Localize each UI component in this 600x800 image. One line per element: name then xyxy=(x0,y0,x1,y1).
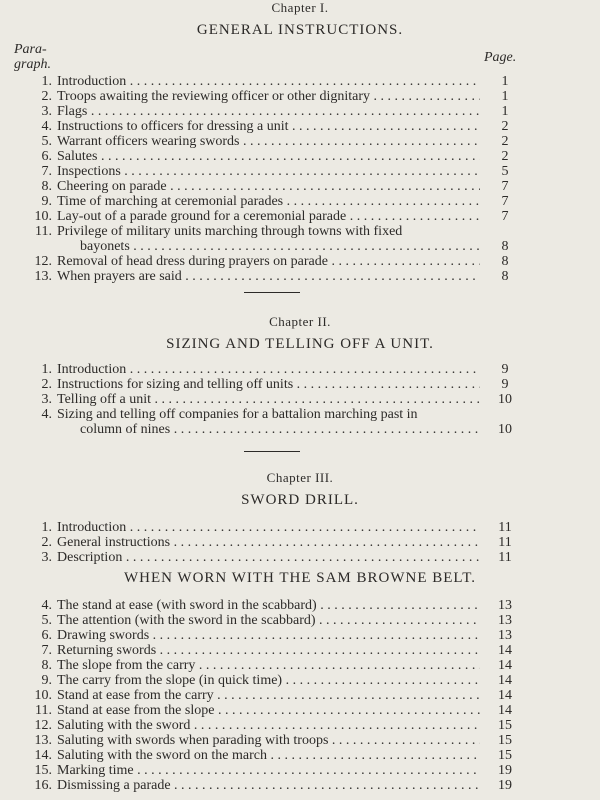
entry-page: 19 xyxy=(498,778,512,793)
toc-entry xyxy=(0,149,600,164)
entry-page: 10 xyxy=(498,422,512,437)
entry-title: General instructions . . . xyxy=(57,535,480,550)
entry-title-continuation: column of nines . . . xyxy=(80,422,480,437)
toc-entry xyxy=(0,598,600,613)
entry-number: 12. xyxy=(34,254,52,269)
entry-number: 15. xyxy=(34,763,52,778)
entry-number: 8. xyxy=(41,179,52,194)
entry-title: Introduction . . . xyxy=(57,520,480,535)
entry-title: Instructions for sizing and telling off units . . . xyxy=(57,377,480,392)
toc-entry xyxy=(0,362,600,377)
entry-number: 1. xyxy=(41,520,52,535)
entry-number: 11. xyxy=(35,703,52,718)
entry-page: 2 xyxy=(501,134,509,149)
subsection-title: WHEN WORN WITH THE SAM BROWNE BELT. xyxy=(123,570,477,586)
toc-entry xyxy=(0,643,600,658)
toc-entry xyxy=(0,254,600,269)
entry-title: Salutes . . . xyxy=(57,149,480,164)
toc-entry xyxy=(0,377,600,392)
entry-number: 4. xyxy=(41,119,52,134)
toc-entry xyxy=(0,658,600,673)
entry-number: 9. xyxy=(41,673,52,688)
toc-entry xyxy=(0,164,600,179)
toc-entry xyxy=(0,269,600,284)
entry-page: 2 xyxy=(501,149,509,164)
toc-entry xyxy=(0,74,600,89)
chapter-3-label: Chapter III. xyxy=(266,470,334,485)
toc-entry xyxy=(0,733,600,748)
entry-page: 14 xyxy=(498,643,512,658)
entry-number: 5. xyxy=(41,134,52,149)
entry-title: Description . . . xyxy=(57,550,480,565)
entry-number: 5. xyxy=(41,613,52,628)
toc-entry xyxy=(0,407,600,422)
toc-entry xyxy=(0,194,600,209)
entry-title: Removal of head dress during prayers on parade . . . xyxy=(57,254,480,269)
entry-number: 11. xyxy=(35,224,52,239)
entry-number: 1. xyxy=(41,74,52,89)
entry-title: The stand at ease (with sword in the scabbard) . . . xyxy=(57,598,480,613)
entry-title: Marking time . . . xyxy=(57,763,480,778)
entry-page: 7 xyxy=(501,209,509,224)
entry-page: 11 xyxy=(498,550,512,565)
entry-title: Flags . . . xyxy=(57,104,480,119)
entry-title: Troops awaiting the reviewing officer or other dignitary . . . xyxy=(57,89,480,104)
toc-entry xyxy=(0,119,600,134)
toc-entry xyxy=(0,179,600,194)
toc-entry xyxy=(0,718,600,733)
entry-number: 13. xyxy=(34,269,52,284)
entry-number: 10. xyxy=(34,688,52,703)
toc-entry xyxy=(0,688,600,703)
chapter-3-title: SWORD DRILL. xyxy=(241,492,359,508)
entry-title: Privilege of military units marching through towns with fixed xyxy=(57,224,403,239)
entry-number: 12. xyxy=(34,718,52,733)
entry-title: Saluting with swords when parading with troops . . . xyxy=(57,733,480,748)
entry-title: Introduction . . . xyxy=(57,362,480,377)
entry-page: 14 xyxy=(498,688,512,703)
chapter-1-title: GENERAL INSTRUCTIONS. xyxy=(196,22,404,38)
entry-title: Returning swords . . . xyxy=(57,643,480,658)
toc-entry xyxy=(0,763,600,778)
entry-title: Inspections . . . xyxy=(57,164,480,179)
entry-title: The attention (with the sword in the scabbard) . . . xyxy=(57,613,480,628)
entry-page: 5 xyxy=(501,164,509,179)
entry-page: 9 xyxy=(501,377,509,392)
entry-number: 3. xyxy=(41,392,52,407)
entry-page: 8 xyxy=(501,269,509,284)
toc-entry-continuation xyxy=(0,422,600,437)
entry-page: 14 xyxy=(498,658,512,673)
toc-entry xyxy=(0,628,600,643)
entry-title: The carry from the slope (in quick time) . . . xyxy=(57,673,480,688)
entry-number: 7. xyxy=(41,643,52,658)
entry-page: 13 xyxy=(498,628,512,643)
entry-number: 7. xyxy=(41,164,52,179)
section-divider xyxy=(244,292,300,293)
entry-number: 6. xyxy=(41,628,52,643)
chapter-1-label: Chapter I. xyxy=(271,0,329,15)
entry-page: 14 xyxy=(498,673,512,688)
toc-entry xyxy=(0,392,600,407)
entry-title: Cheering on parade . . . xyxy=(57,179,480,194)
toc-entry xyxy=(0,778,600,793)
entry-number: 6. xyxy=(41,149,52,164)
toc-entry xyxy=(0,673,600,688)
entry-number: 4. xyxy=(41,407,52,422)
entry-title: Sizing and telling off companies for a battalion marching past in xyxy=(57,407,418,422)
entry-page: 11 xyxy=(498,520,512,535)
chapter-2-label: Chapter II. xyxy=(269,314,331,329)
entry-title: Introduction . . . xyxy=(57,74,480,89)
entry-title: Stand at ease from the carry . . . xyxy=(57,688,480,703)
section-divider xyxy=(244,451,300,452)
entry-number: 2. xyxy=(41,89,52,104)
toc-entry xyxy=(0,209,600,224)
entry-page: 8 xyxy=(501,254,509,269)
entry-page: 1 xyxy=(501,74,509,89)
toc-entry xyxy=(0,535,600,550)
entry-number: 3. xyxy=(41,550,52,565)
entry-number: 2. xyxy=(41,535,52,550)
entry-page: 10 xyxy=(498,392,512,407)
toc-entry xyxy=(0,89,600,104)
entry-page: 15 xyxy=(498,718,512,733)
entry-title: When prayers are said . . . xyxy=(57,269,480,284)
entry-title: Warrant officers wearing swords . . . xyxy=(57,134,480,149)
entry-number: 14. xyxy=(34,748,52,763)
toc-entry xyxy=(0,134,600,149)
entry-page: 7 xyxy=(501,194,509,209)
entry-page: 1 xyxy=(501,104,509,119)
entry-page: 1 xyxy=(501,89,509,104)
entry-page: 13 xyxy=(498,613,512,628)
entry-number: 10. xyxy=(34,209,52,224)
entry-title: Lay-out of a parade ground for a ceremonial parade . . . xyxy=(57,209,480,224)
entry-number: 9. xyxy=(41,194,52,209)
paragraph-column-header: Para- graph. xyxy=(14,42,51,72)
toc-entry xyxy=(0,520,600,535)
page-column-header: Page. xyxy=(484,50,517,65)
entry-number: 4. xyxy=(41,598,52,613)
toc-entry xyxy=(0,224,600,239)
entry-page: 2 xyxy=(501,119,509,134)
entry-page: 11 xyxy=(498,535,512,550)
entry-title: Dismissing a parade . . . xyxy=(57,778,480,793)
entry-page: 7 xyxy=(501,179,509,194)
toc-entry-continuation xyxy=(0,239,600,254)
toc-entry xyxy=(0,613,600,628)
entry-page: 15 xyxy=(498,748,512,763)
entry-title: Drawing swords . . . xyxy=(57,628,480,643)
toc-entry xyxy=(0,748,600,763)
entry-number: 8. xyxy=(41,658,52,673)
entry-number: 1. xyxy=(41,362,52,377)
entry-page: 13 xyxy=(498,598,512,613)
entry-page: 14 xyxy=(498,703,512,718)
entry-title: The slope from the carry . . . xyxy=(57,658,480,673)
entry-number: 3. xyxy=(41,104,52,119)
toc-entry xyxy=(0,104,600,119)
entry-title: Instructions to officers for dressing a unit . . . xyxy=(57,119,480,134)
toc-entry xyxy=(0,703,600,718)
entry-title-continuation: bayonets . . . xyxy=(80,239,480,254)
toc-entry xyxy=(0,550,600,565)
entry-title: Saluting with the sword on the march . . . xyxy=(57,748,480,763)
entry-page: 19 xyxy=(498,763,512,778)
entry-title: Saluting with the sword . . . xyxy=(57,718,480,733)
entry-title: Telling off a unit . . . xyxy=(57,392,480,407)
entry-page: 8 xyxy=(501,239,509,254)
entry-page: 15 xyxy=(498,733,512,748)
chapter-2-title: SIZING AND TELLING OFF A UNIT. xyxy=(166,336,434,352)
entry-number: 2. xyxy=(41,377,52,392)
entry-number: 13. xyxy=(34,733,52,748)
entry-title: Stand at ease from the slope . . . xyxy=(57,703,480,718)
entry-title: Time of marching at ceremonial parades . . . xyxy=(57,194,480,209)
entry-number: 16. xyxy=(34,778,52,793)
entry-page: 9 xyxy=(501,362,509,377)
